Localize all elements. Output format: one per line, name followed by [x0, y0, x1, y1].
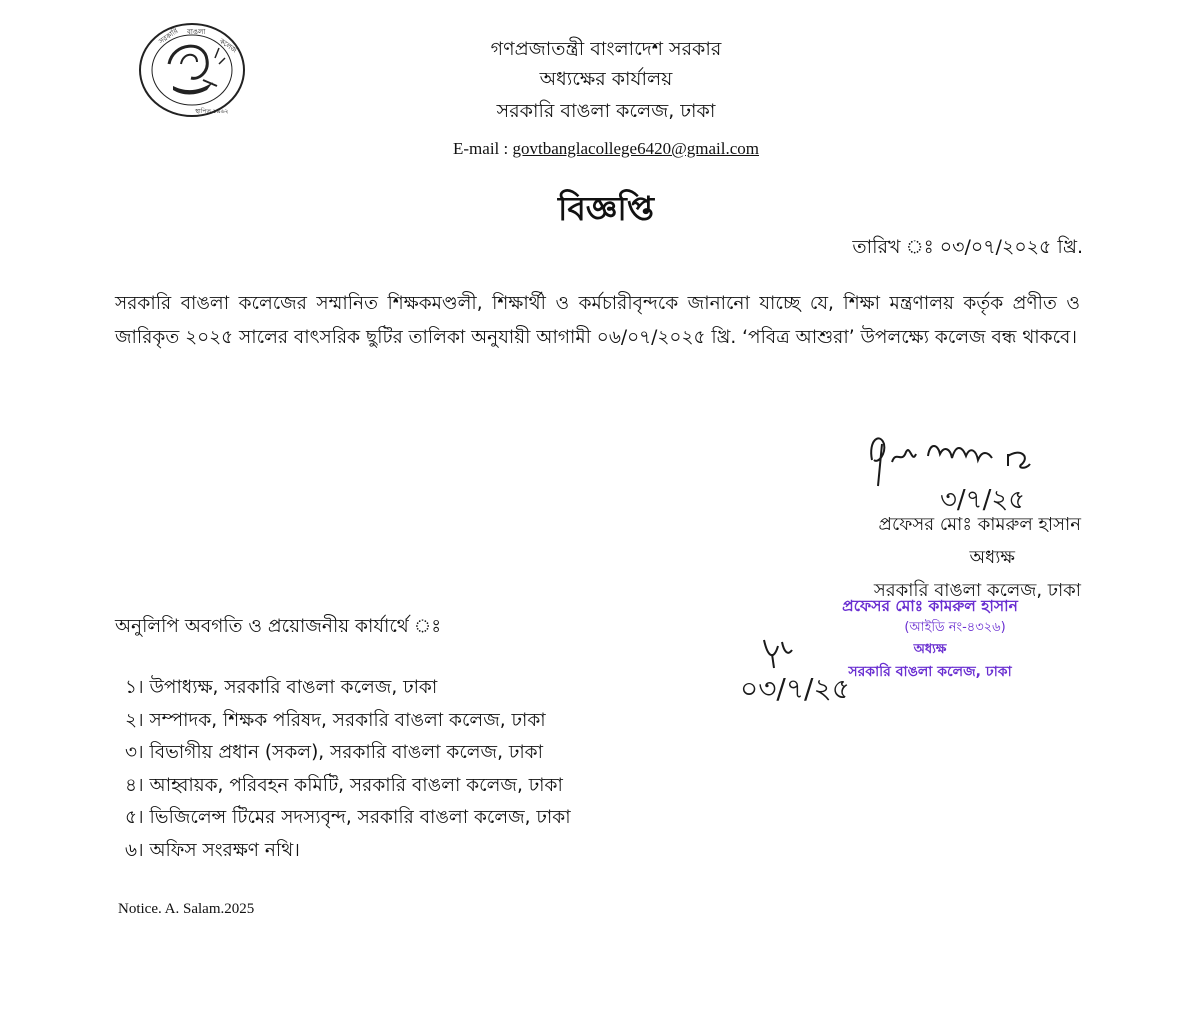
- list-item: ৩। বিভাগীয় প্রধান (সকল), সরকারি বাঙলা কলেজ, ঢাকা: [125, 742, 543, 763]
- college-name: সরকারি বাঙলা কলেজ, ঢাকা: [496, 100, 716, 122]
- copy-to-list: [125, 672, 571, 867]
- office-name: অধ্যক্ষের কার্যালয়: [539, 68, 673, 90]
- handwritten-signature: [858, 420, 1058, 516]
- svg-text:বাঙলা: বাঙলা: [187, 28, 206, 36]
- email-line: [300, 139, 912, 159]
- notice-date: তারিখ ঃ ০৩/০৭/২০২৫ খ্রি.: [852, 236, 1083, 258]
- notice-title: বিজ্ঞপ্তি: [558, 189, 654, 228]
- svg-text:কলেজ: কলেজ: [217, 37, 239, 55]
- footer-reference: Notice. A. Salam.2025: [118, 901, 255, 917]
- stamp-designation: অধ্যক্ষ: [913, 642, 947, 657]
- government-name: গণপ্রজাতন্ত্রী বাংলাদেশ সরকার: [490, 38, 722, 60]
- college-seal-logo: [133, 20, 251, 126]
- list-item: ৪। আহ্বায়ক, পরিবহন কমিটি, সরকারি বাঙলা কলেজ, ঢাকা: [125, 774, 563, 796]
- signature-date: ৩/৭/২৫: [940, 485, 1026, 515]
- signatory-name: প্রফেসর মোঃ কামরুল হাসান: [878, 514, 1081, 535]
- stamp-name: প্রফেসর মোঃ কামরুল হাসান: [842, 597, 1018, 615]
- notice-body: সরকারি বাঙলা কলেজের সম্মানিত শিক্ষকমণ্ডলী, শিক্ষার্থী ও কর্মচারীবৃন্দকে জানানো যাচ্ছে যে, শিক্ষা মন্ত্রণালয় কর্তৃক প্রণীত ও জারিকৃত ২০২৫ সালের বাৎসরিক ছুটির তালিকা অনুযায়ী আগামী ০৬/০৭/২০২৫ খ্রি. ‘পবিত্র আশুরা’ উপলক্ষ্যে কলেজ বন্ধ থাকবে।: [115, 293, 1080, 348]
- email-label: E-mail :: [453, 139, 513, 158]
- email-link[interactable]: govtbanglacollege6420@gmail.com: [512, 139, 759, 158]
- list-item: ৬। অফিস সংরক্ষণ নথি।: [125, 839, 300, 861]
- copy-to-heading: অনুলিপি অবগতি ও প্রয়োজনীয় কার্যার্থে ঃ: [115, 616, 442, 637]
- initial-date: ০৩/৭/২৫: [740, 672, 850, 705]
- svg-text:সরকারি: সরকারি: [157, 26, 180, 46]
- list-item: ২। সম্পাদক, শিক্ষক পরিষদ, সরকারি বাঙলা কলেজ, ঢাকা: [125, 709, 546, 731]
- list-item: ৫। ভিজিলেন্স টিমের সদস্যবৃন্দ, সরকারি বাঙলা কলেজ, ঢাকা: [125, 807, 571, 828]
- svg-text:স্থাপিত ১৯৬২: স্থাপিত ১৯৬২: [195, 108, 229, 115]
- handwritten-initial: [738, 632, 868, 710]
- stamp-institution: সরকারি বাঙলা কলেজ, ঢাকা: [848, 664, 1012, 680]
- list-item: ১। উপাধ্যক্ষ, সরকারি বাঙলা কলেজ, ঢাকা: [125, 677, 438, 698]
- signatory-institution: সরকারি বাঙলা কলেজ, ঢাকা: [873, 580, 1081, 601]
- signatory-designation: অধ্যক্ষ: [969, 547, 1015, 568]
- stamp-id: (আইডি নং-৪৩২৬): [904, 620, 1006, 635]
